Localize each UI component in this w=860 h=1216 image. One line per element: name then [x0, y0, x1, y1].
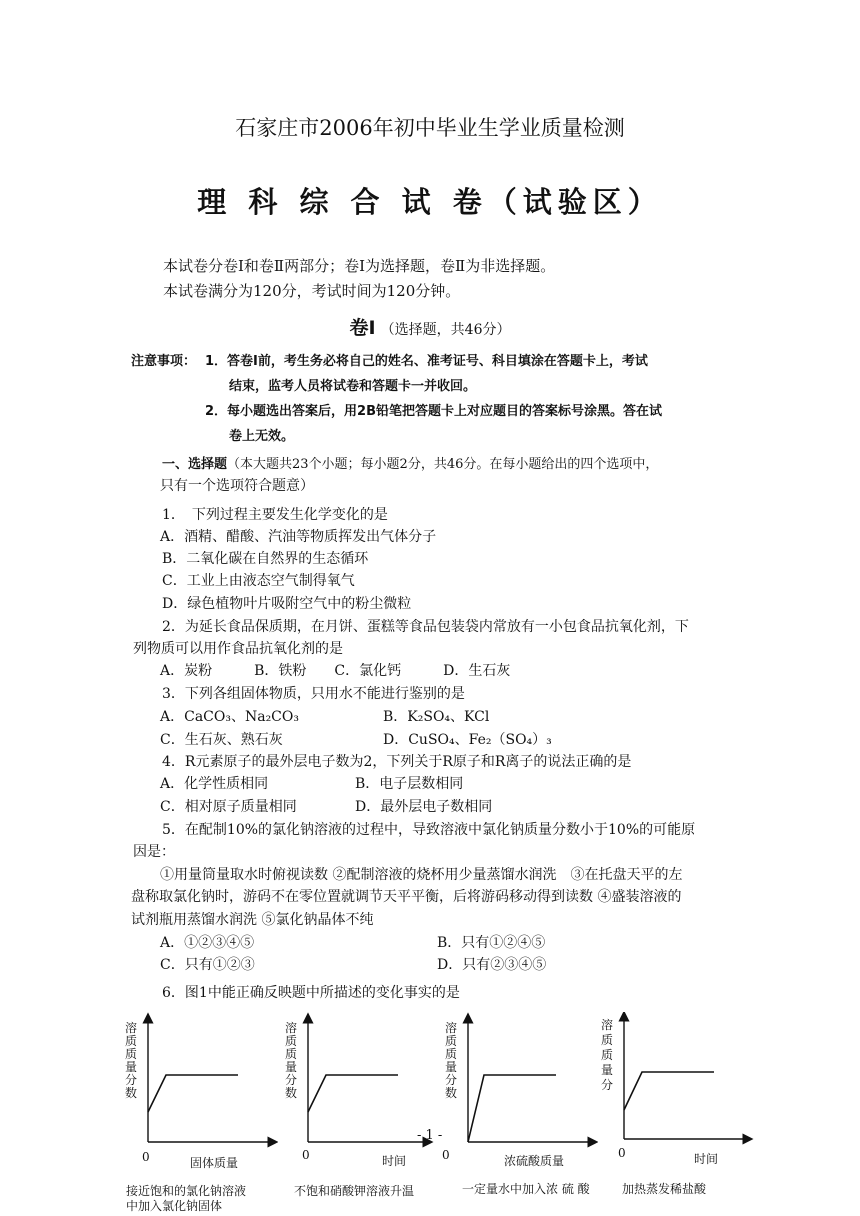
q4-option-d: D．最外层电子数相同 — [355, 799, 493, 815]
q5-option-d: D．只有②③④⑤ — [437, 957, 547, 973]
graph-3-ylabel: 溶 质 质 量 分 数 — [444, 1021, 457, 1100]
graph-3-curve — [468, 1075, 556, 1142]
section-name: 卷Ⅰ — [349, 317, 376, 339]
part1-line-b: 只有一个选项符合题意） — [160, 478, 314, 494]
q3-option-d: D．CuSO₄、Fe₂（SO₄）₃ — [383, 732, 552, 748]
exam-title: 石家庄市2006年初中毕业生学业质量检测 — [235, 116, 625, 140]
q1-option-d: D．绿色植物叶片吸附空气中的粉尘微粒 — [162, 596, 412, 612]
q5-option-b: B．只有①②④⑤ — [437, 935, 546, 951]
graph-1-curve — [148, 1075, 238, 1112]
graph-1-caption: 接近饱和的氯化钠溶液 中加入氯化钠固体 — [126, 1184, 247, 1213]
notice-item-2a: 2．每小题选出答案后，用2B铅笔把答题卡上对应题目的答案标号涂黑。答在试 — [205, 404, 662, 419]
graph-2-ylabel: 溶 质 质 量 分 数 — [284, 1021, 297, 1100]
notice-item-2b: 卷上无效。 — [229, 429, 295, 444]
graph-3 — [438, 1012, 598, 1212]
q5-option-a: A．①②③④⑤ — [160, 935, 255, 951]
q4-stem: 4．R元素原子的最外层电子数为2，下列关于R原子和R离子的说法正确的是 — [162, 754, 632, 770]
q5-list-b: 盘称取氯化钠时，游码不在零位置就调节天平平衡，后将游码移动得到读数 ④盛装溶液的 — [131, 889, 682, 905]
notice-label: 注意事项： — [131, 354, 197, 369]
q4-option-b: B．电子层数相同 — [355, 776, 464, 792]
q5-list-a: ①用量筒量取水时俯视读数 ②配制溶液的烧杯用少量蒸馏水润洗 ③在托盘天平的左 — [160, 867, 683, 883]
graph-3-axes — [438, 1012, 598, 1152]
graph-1 — [118, 1012, 278, 1212]
q1-option-b: B．二氧化碳在自然界的生态循环 — [162, 551, 369, 567]
q2-options: A．炭粉 B．铁粉 C．氯化钙 D．生石灰 — [160, 663, 511, 679]
graph-2 — [278, 1012, 438, 1212]
graph-2-origin: 0 — [302, 1148, 310, 1162]
q1-option-a: A．酒精、醋酸、汽油等物质挥发出气体分子 — [160, 529, 437, 545]
graph-3-xlabel: 浓硫酸质量 — [504, 1154, 565, 1168]
intro-line-2: 本试卷满分为120分，考试时间为120分钟。 — [163, 282, 461, 300]
q2-stem-b: 列物质可以用作食品抗氧化剂的是 — [133, 641, 343, 657]
q3-option-a: A．CaCO₃、Na₂CO₃ — [160, 709, 299, 725]
part1-head: 一、选择题 — [162, 457, 228, 472]
graph-4-origin: 0 — [618, 1146, 626, 1160]
graph-4-xlabel: 时间 — [694, 1152, 719, 1166]
notice-item-1a: 1．答卷Ⅰ前，考生务必将自己的姓名、准考证号、科目填涂在答题卡上，考试 — [205, 354, 648, 369]
q5-stem-b: 因是： — [133, 844, 175, 860]
q4-option-c: C．相对原子质量相同 — [160, 799, 297, 815]
graph-1-axes — [118, 1012, 278, 1152]
graph-4-axes — [596, 1012, 756, 1152]
graph-4-curve — [624, 1072, 714, 1110]
q2-stem-a: 2．为延长食品保质期，在月饼、蛋糕等食品包装袋内常放有一小包食品抗氧化剂，下 — [162, 619, 689, 635]
q3-option-b: B．K₂SO₄、KCl — [383, 709, 490, 725]
graph-4 — [596, 1012, 756, 1212]
graph-4-caption: 加热蒸发稀盐酸 — [622, 1182, 707, 1196]
graph-2-xlabel: 时间 — [382, 1154, 407, 1168]
graph-1-ylabel: 溶 质 质 量 分 数 — [124, 1021, 137, 1100]
section-heading — [0, 313, 860, 340]
notice-item-1b: 结束，监考人员将试卷和答题卡一并收回。 — [229, 379, 477, 394]
graph-3-caption: 一定量水中加入浓 硫 酸 — [462, 1182, 590, 1196]
intro-line-1: 本试卷分卷Ⅰ和卷Ⅱ两部分；卷Ⅰ为选择题，卷Ⅱ为非选择题。 — [163, 257, 556, 275]
graph-2-axes — [278, 1012, 438, 1152]
graph-2-curve — [308, 1075, 398, 1112]
q4-option-a: A．化学性质相同 — [160, 776, 269, 792]
q5-option-c: C．只有①②③ — [160, 957, 255, 973]
part1-desc: （本大题共23个小题；每小题2分，共46分。在每小题给出的四个选项中， — [227, 457, 659, 472]
q5-stem-a: 5．在配制10%的氯化钠溶液的过程中，导致溶液中氯化钠质量分数小于10%的可能原 — [162, 822, 696, 838]
q3-stem: 3．下列各组固体物质，只用水不能进行鉴别的是 — [162, 686, 465, 702]
graph-4-ylabel: 溶 质 质 量 分 — [600, 1018, 613, 1092]
exam-subtitle: 理 科 综 合 试 卷（试验区） — [197, 185, 663, 219]
page-number: - 1 - — [417, 1128, 443, 1143]
graph-3-origin: 0 — [442, 1148, 450, 1162]
section-note: （选择题，共46分） — [380, 322, 511, 338]
q1-option-c: C．工业上由液态空气制得氧气 — [162, 573, 355, 589]
q3-option-c: C．生石灰、熟石灰 — [160, 732, 283, 748]
part1-line-a — [162, 454, 658, 475]
q6-stem: 6．图1中能正确反映题中所描述的变化事实的是 — [162, 985, 460, 1001]
graph-1-xlabel: 固体质量 — [190, 1156, 239, 1170]
q5-list-c: 试剂瓶用蒸馏水润洗 ⑤氯化钠晶体不纯 — [131, 912, 374, 928]
graph-1-origin: 0 — [142, 1150, 150, 1164]
graph-2-caption: 不饱和硝酸钾溶液升温 — [294, 1184, 415, 1198]
q1-stem: 1． 下列过程主要发生化学变化的是 — [162, 507, 388, 523]
